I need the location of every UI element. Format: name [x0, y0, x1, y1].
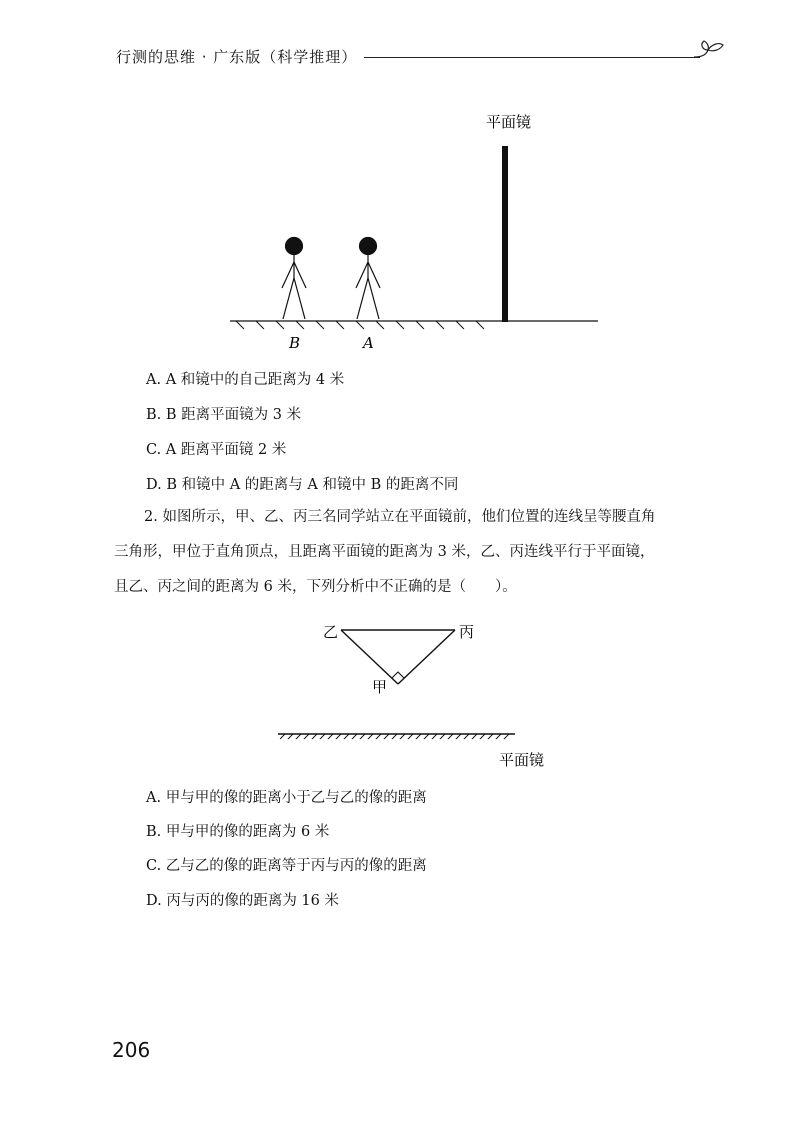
question2-stem: [114, 500, 694, 605]
bing-label: 丙: [459, 623, 475, 641]
sprout-icon: [692, 38, 726, 66]
question2-line-2: 三角形，甲位于直角顶点，且距离平面镜的距离为 3 米，乙、丙连线平行于平面镜，: [114, 544, 655, 560]
question2-line-1: 2. 如图所示，甲、乙、丙三名同学站立在平面镜前，他们位置的连线呈等腰直角: [144, 509, 656, 525]
person-b: [282, 238, 306, 320]
bing-jia-line: [398, 630, 455, 684]
mirror-2-hatching: [280, 734, 509, 739]
yi-label: 乙: [323, 623, 339, 641]
person-a: [356, 238, 380, 320]
q1-option-c: C. A 距离平面镜 2 米: [146, 442, 287, 458]
question2-line-3: 且乙、丙之间的距离为 6 米，下列分析中不正确的是（ ）。: [114, 579, 517, 595]
figure-triangle-mirror-svg: [0, 610, 800, 780]
mirror-label-1: 平面镜: [486, 113, 532, 131]
page-number: 206: [112, 1038, 151, 1062]
q1-option-d: D. B 和镜中 A 的距离与 A 和镜中 B 的距离不同: [146, 477, 459, 493]
q1-option-a: A. A 和镜中的自己距离为 4 米: [146, 372, 345, 388]
q2-option-c: C. 乙与乙的像的距离等于丙与丙的像的距离: [146, 858, 427, 874]
right-angle-mark: [392, 672, 404, 678]
figure-mirror-people: [0, 100, 800, 360]
person-b-label: B: [289, 334, 301, 352]
mirror-label-2: 平面镜: [499, 751, 545, 769]
q2-option-d: D. 丙与丙的像的距离为 16 米: [146, 893, 339, 909]
person-a-label: A: [363, 334, 374, 352]
header-title: 行测的思维 · 广东版（科学推理）: [116, 48, 358, 66]
q1-option-b: B. B 距离平面镜为 3 米: [146, 407, 302, 423]
q2-option-b: B. 甲与甲的像的距离为 6 米: [146, 824, 330, 840]
figure-triangle-mirror: [0, 610, 800, 780]
yi-jia-line: [341, 630, 398, 684]
jia-label: 甲: [372, 678, 388, 696]
plane-mirror: [502, 146, 508, 322]
figure-mirror-people-svg: [0, 100, 800, 360]
running-header: [116, 38, 716, 68]
header-rule: [364, 57, 700, 58]
ground-hatching: [236, 321, 484, 329]
q2-option-a: A. 甲与甲的像的距离小于乙与乙的像的距离: [146, 790, 427, 806]
